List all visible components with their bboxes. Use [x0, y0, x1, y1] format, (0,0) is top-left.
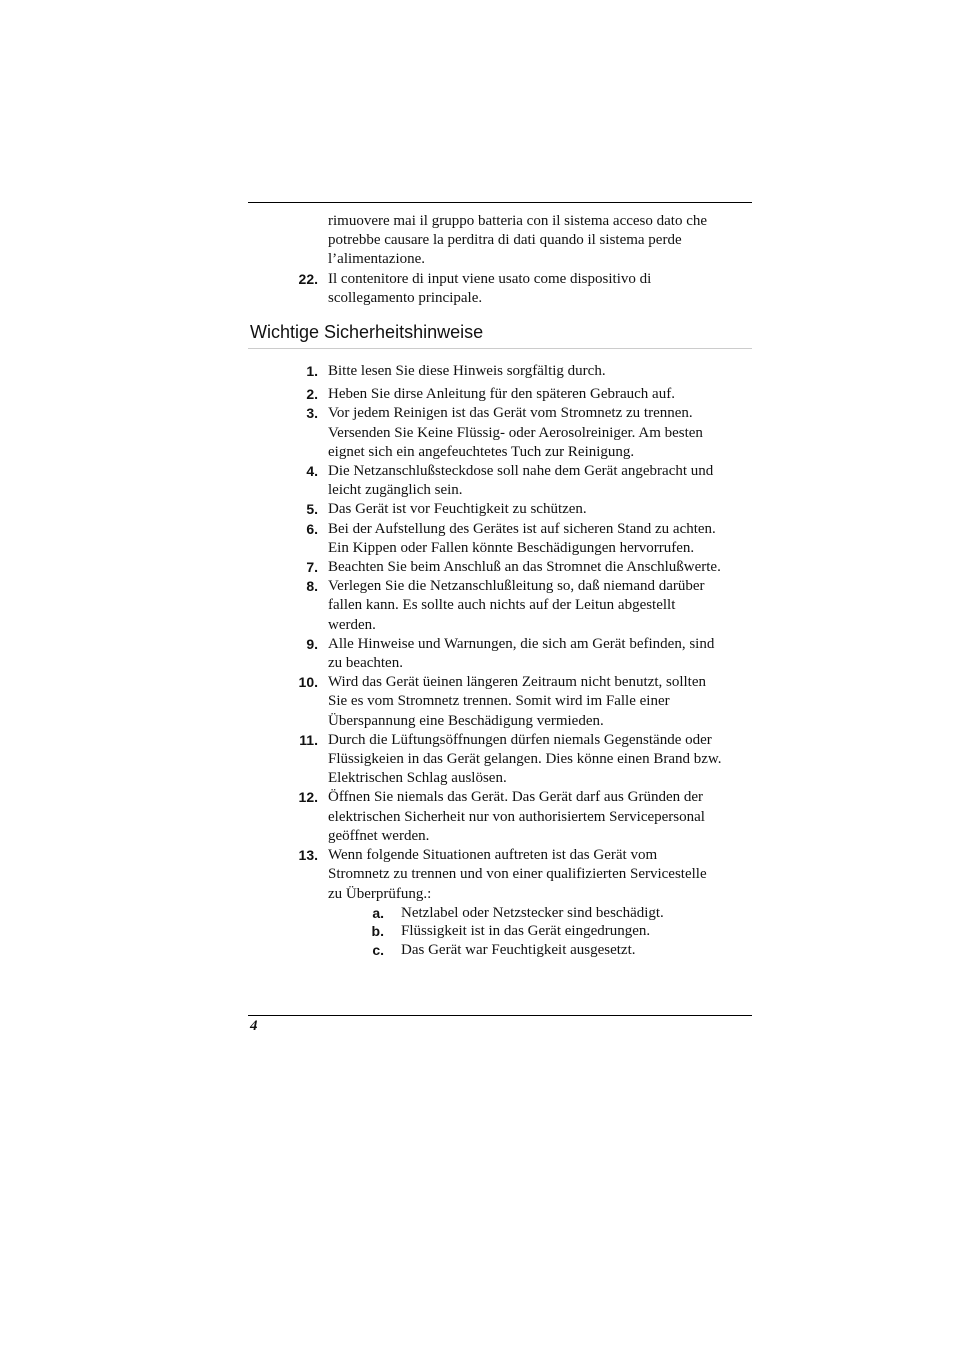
- list-item: [248, 731, 768, 789]
- item-number: 1.: [306, 363, 318, 380]
- item-number: 22.: [298, 270, 318, 287]
- item-number: 12.: [298, 789, 318, 806]
- item-number: 7.: [306, 559, 318, 576]
- text-line: Flüssigkeien in das Gerät gelangen. Dies könne einen Brand bzw.: [328, 751, 722, 768]
- item-number: 8.: [306, 578, 318, 595]
- text-line: Die Netzanschlußsteckdose soll nahe dem Gerät angebracht und: [328, 463, 714, 480]
- list-item: [248, 385, 768, 404]
- page-content: [248, 212, 768, 959]
- text-line: elektrischen Sicherheit nur von authorisiertem Servicepersonal: [328, 808, 705, 825]
- text-line: Bei der Aufstellung des Gerätes ist auf sicheren Stand zu achten.: [328, 520, 716, 537]
- text-line: zu Überprüfung.:: [328, 885, 432, 902]
- list-item: [248, 635, 768, 673]
- item-number: 4.: [306, 463, 318, 480]
- text-line: Sie es vom Stromnetz trennen. Somit wird im Falle einer: [328, 693, 670, 710]
- text-line: Stromnetz zu trennen und von einer qualifizierten Servicestelle: [328, 866, 707, 883]
- text-line: Das Gerät ist vor Feuchtigkeit zu schützen.: [328, 501, 587, 518]
- text-line: Wenn folgende Situationen auftreten ist das Gerät vom: [328, 847, 658, 864]
- list-item: [248, 404, 768, 462]
- item-number: 11.: [299, 731, 318, 748]
- text-line: Öffnen Sie niemals das Gerät. Das Gerät darf aus Gründen der: [328, 789, 704, 806]
- list-item: [248, 500, 768, 519]
- text-line: potrebbe causare la perditra di dati quando il sistema perde: [328, 232, 682, 249]
- item-number: 5.: [306, 501, 318, 518]
- sub-item-text: Flüssigkeit ist in das Gerät eingedrungen.: [401, 923, 651, 940]
- text-line: leicht zugänglich sein.: [328, 482, 463, 499]
- sub-item-text: Netzlabel oder Netzstecker sind beschädigt.: [401, 904, 664, 921]
- text-line: Ein Kippen oder Fallen könnte Beschädigungen hervorrufen.: [328, 539, 695, 556]
- list-item-22: [248, 270, 768, 308]
- sub-list-item: [248, 941, 768, 960]
- heading-rule: [248, 348, 752, 349]
- sub-list-item: [248, 922, 768, 941]
- text-line: Vor jedem Reinigen ist das Gerät vom Stromnetz zu trennen.: [328, 405, 693, 422]
- page-number: 4: [250, 1018, 258, 1034]
- text-line: l’alimentazione.: [328, 251, 426, 268]
- sub-list-item: [248, 904, 768, 923]
- text-line: Überspannung eine Beschädigung vermieden.: [328, 712, 604, 729]
- text-line: werden.: [328, 616, 376, 633]
- text-line: zu beachten.: [328, 655, 403, 672]
- list-item: [248, 846, 768, 904]
- text-line: geöffnet werden.: [328, 827, 430, 844]
- text-line: Bitte lesen Sie diese Hinweis sorgfältig durch.: [328, 363, 606, 380]
- sub-item-letter: a.: [372, 904, 384, 921]
- text-line: Beachten Sie beim Anschluß an das Stromnet die Anschlußwerte.: [328, 559, 721, 576]
- text-line: Heben Sie dirse Anleitung für den späteren Gebrauch auf.: [328, 386, 675, 403]
- item-number: 10.: [298, 674, 318, 691]
- sub-item-text: Das Gerät war Feuchtigkeit ausgesetzt.: [401, 941, 636, 958]
- list-item: [248, 362, 768, 381]
- text-line: Wird das Gerät üeinen längeren Zeitraum nicht benutzt, sollten: [328, 674, 707, 691]
- text-line: Versenden Sie Keine Flüssig- oder Aerosolreiniger. Am besten: [328, 424, 703, 441]
- text-line: fallen kann. Es sollte auch nichts auf der Leitun abgestellt: [328, 597, 676, 614]
- text-line: scollegamento principale.: [328, 289, 483, 306]
- footer-rule: [248, 1015, 752, 1016]
- text-line: eignet sich ein angefeuchtetes Tuch zur Reinigung.: [328, 443, 635, 460]
- list-item: [248, 462, 768, 500]
- text-line: Durch die Lüftungsöffnungen dürfen niemals Gegenstände oder: [328, 731, 712, 748]
- item-number: 2.: [306, 386, 318, 403]
- text-line: Alle Hinweise und Warnungen, die sich am Gerät befinden, sind: [328, 635, 715, 652]
- section-heading: Wichtige Sicherheitshinweise: [250, 322, 484, 343]
- sub-item-letter: c.: [372, 941, 384, 958]
- text-line: Elektrischen Schlag auslösen.: [328, 770, 507, 787]
- sub-item-letter: b.: [371, 923, 384, 940]
- item-number: 6.: [306, 520, 318, 537]
- continuation-paragraph: [328, 212, 768, 270]
- text-line: Il contenitore di input viene usato come dispositivo di: [328, 270, 652, 287]
- safety-list: [248, 362, 768, 959]
- header-rule: [248, 202, 752, 203]
- text-line: rimuovere mai il gruppo batteria con il sistema acceso dato che: [328, 213, 708, 229]
- item-number: 9.: [306, 635, 318, 652]
- list-item: [248, 558, 768, 577]
- list-item: [248, 577, 768, 635]
- item-number: 13.: [298, 847, 318, 864]
- list-item: [248, 520, 768, 558]
- item-number: 3.: [306, 405, 318, 422]
- text-line: Verlegen Sie die Netzanschlußleitung so, daß niemand darüber: [328, 578, 705, 595]
- list-item: [248, 673, 768, 731]
- list-item: [248, 788, 768, 846]
